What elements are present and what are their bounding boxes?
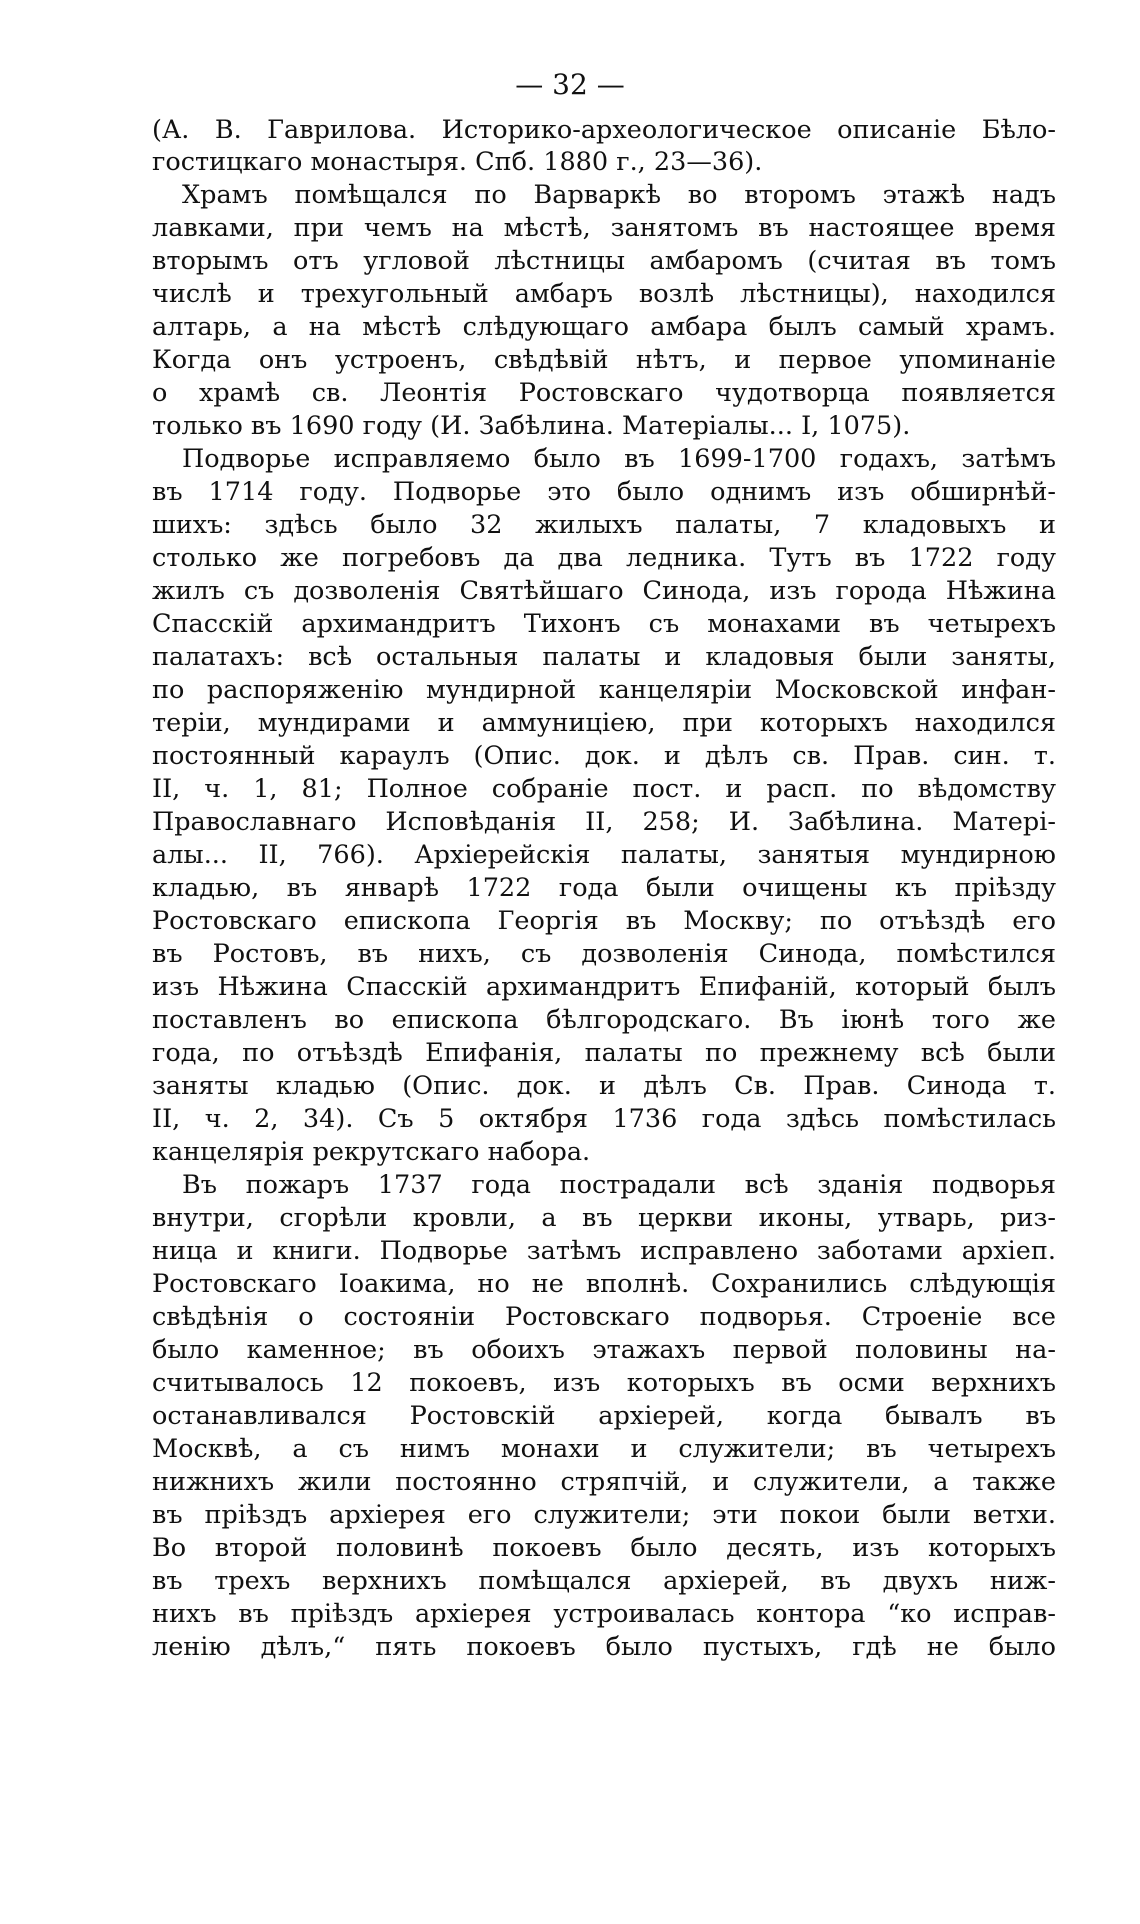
text-line: жилъ съ дозволенія Святѣйшаго Синода, изъ города Нѣжина bbox=[152, 576, 1056, 606]
text-line: лавками, при чемъ на мѣстѣ, занятомъ въ настоящее время bbox=[152, 213, 1056, 243]
text-line: свѣдѣнія о состояніи Ростовскаго подворья. Строеніе все bbox=[152, 1302, 1056, 1332]
text-line: (А. В. Гаврилова. Историко-археологическое описаніе Бѣло- bbox=[152, 115, 1056, 145]
text-line: шихъ: здѣсь было 32 жилыхъ палаты, 7 кладовыхъ и bbox=[152, 510, 1056, 540]
text-line: Въ пожаръ 1737 года пострадали всѣ зданія подворья bbox=[182, 1170, 1056, 1200]
text-line: только въ 1690 году (И. Забѣлина. Матеріалы... I, 1075). bbox=[152, 411, 911, 441]
text-line: II, ч. 2, 34). Съ 5 октября 1736 года здѣсь помѣстилась bbox=[152, 1104, 1056, 1134]
text-line: нихъ въ пріѣздъ архіерея устроивалась контора “ко исправ- bbox=[152, 1599, 1056, 1629]
text-line: было каменное; въ обоихъ этажахъ первой половины на- bbox=[152, 1335, 1056, 1365]
text-line: въ Ростовъ, въ нихъ, съ дозволенія Синода, помѣстился bbox=[152, 939, 1056, 969]
text-line: о храмѣ св. Леонтія Ростовскаго чудотворца появляется bbox=[152, 378, 1056, 408]
text-line: останавливался Ростовскій архіерей, когда бывалъ въ bbox=[152, 1401, 1056, 1431]
text-line: Ростовскаго Іоакима, но не вполнѣ. Сохранились слѣдующія bbox=[152, 1269, 1056, 1299]
text-line: числѣ и трехугольный амбаръ возлѣ лѣстницы), находился bbox=[152, 279, 1056, 309]
text-line: столько же погребовъ да два ледника. Тутъ въ 1722 году bbox=[152, 543, 1056, 573]
text-line: считывалось 12 покоевъ, изъ которыхъ въ осми верхнихъ bbox=[152, 1368, 1056, 1398]
text-line: заняты кладью (Опис. док. и дѣлъ Св. Прав. Синода т. bbox=[152, 1071, 1056, 1101]
text-line: II, ч. 1, 81; Полное собраніе пост. и расп. по вѣдомству bbox=[152, 774, 1056, 804]
text-line: Православнаго Исповѣданія II, 258; И. Забѣлина. Матері- bbox=[152, 807, 1056, 837]
text-line: Подворье исправляемо было въ 1699-1700 годахъ, затѣмъ bbox=[182, 444, 1056, 474]
text-line: палатахъ: всѣ остальныя палаты и кладовыя были заняты, bbox=[152, 642, 1056, 672]
text-line: канцелярія рекрутскаго набора. bbox=[152, 1137, 591, 1167]
text-line: Когда онъ устроенъ, свѣдѣвій нѣтъ, и первое упоминаніе bbox=[152, 345, 1056, 375]
text-line: изъ Нѣжина Спасскій архимандритъ Епифаній, который былъ bbox=[152, 972, 1056, 1002]
text-line: алы... II, 766). Архіерейскія палаты, занятыя мундирною bbox=[152, 840, 1056, 870]
text-line: внутри, сгорѣли кровли, а въ церкви иконы, утварь, риз- bbox=[152, 1203, 1056, 1233]
text-line: Спасскій архимандритъ Тихонъ съ монахами въ четырехъ bbox=[152, 609, 1056, 639]
text-line: гостицкаго монастыря. Спб. 1880 г., 23—36). bbox=[152, 147, 763, 177]
text-line: теріи, мундирами и аммуницiею, при которыхъ находился bbox=[152, 708, 1056, 738]
text-line: постоянный караулъ (Опис. док. и дѣлъ св. Прав. син. т. bbox=[152, 741, 1056, 771]
page-number: — 32 — bbox=[515, 68, 625, 101]
text-line: вторымъ отъ угловой лѣстницы амбаромъ (считая въ томъ bbox=[152, 246, 1056, 276]
text-line: ленію дѣлъ,“ пять покоевъ было пустыхъ, гдѣ не было bbox=[152, 1632, 1056, 1662]
text-line: нижнихъ жили постоянно стряпчій, и служители, а также bbox=[152, 1467, 1056, 1497]
text-line: въ пріѣздъ архіерея его служители; эти покои были ветхи. bbox=[152, 1500, 1056, 1530]
text-line: Храмъ помѣщался по Варваркѣ во второмъ этажѣ надъ bbox=[182, 180, 1056, 210]
text-line: кладью, въ январѣ 1722 года были очищены къ пріѣзду bbox=[152, 873, 1056, 903]
text-line: алтарь, а на мѣстѣ слѣдующаго амбара былъ самый храмъ. bbox=[152, 312, 1056, 342]
text-line: въ 1714 году. Подворье это было однимъ изъ обширнѣй- bbox=[152, 477, 1056, 507]
text-line: года, по отъѣздѣ Епифанія, палаты по прежнему всѣ были bbox=[152, 1038, 1056, 1068]
text-line: Москвѣ, а съ нимъ монахи и служители; въ четырехъ bbox=[152, 1434, 1056, 1464]
text-line: въ трехъ верхнихъ помѣщался архіерей, въ двухъ ниж- bbox=[152, 1566, 1056, 1596]
text-line: ница и книги. Подворье затѣмъ исправлено заботами архіеп. bbox=[152, 1236, 1056, 1266]
text-line: по распоряженію мундирной канцеляріи Московской инфан- bbox=[152, 675, 1056, 705]
text-line: Ростовскаго епископа Георгія въ Москву; по отъѣздѣ его bbox=[152, 906, 1056, 936]
text-line: Во второй половинѣ покоевъ было десять, изъ которыхъ bbox=[152, 1533, 1056, 1563]
text-line: поставленъ во епископа бѣлгородскаго. Въ іюнѣ того же bbox=[152, 1005, 1056, 1035]
